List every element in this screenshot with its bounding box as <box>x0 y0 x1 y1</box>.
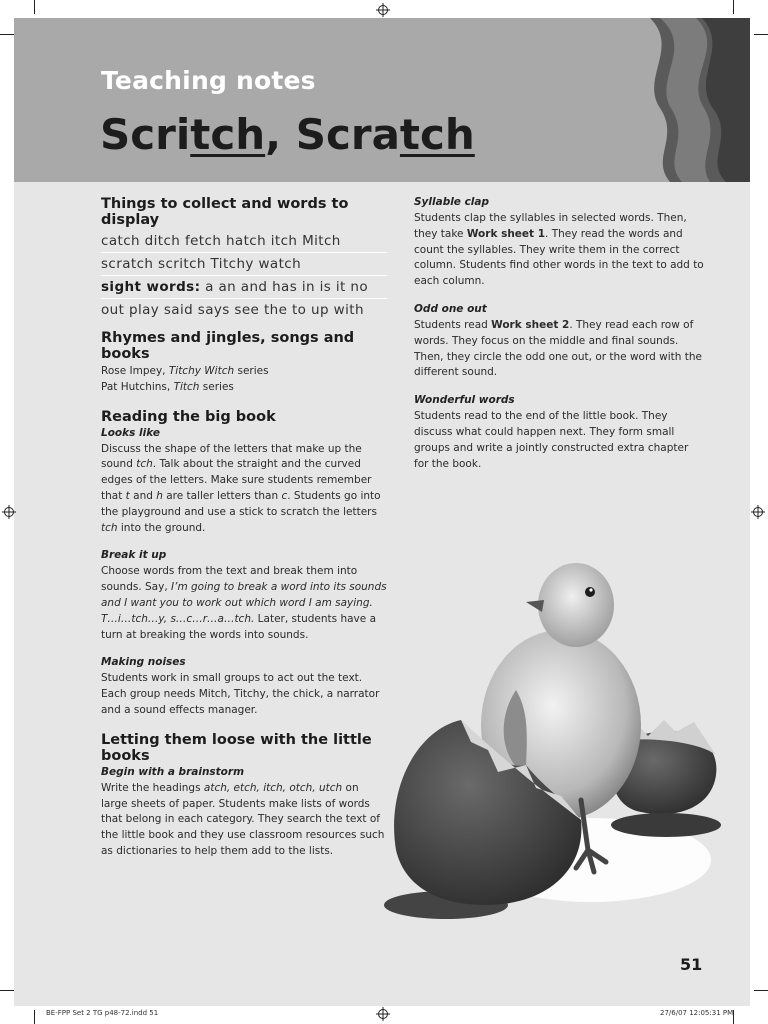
syllable-clap-text: Students clap the syllables in selected words. Then, they take Work sheet 1. They read the words and count the syllables. They write them in the correct column. Students find other words in the text to add to each column. <box>414 212 704 288</box>
crop-mark <box>733 1010 734 1024</box>
book-reference: Rose Impey, Titchy Witch series <box>101 365 269 377</box>
registration-mark-icon <box>751 505 765 519</box>
break-it-up-text: Choose words from the text and break them into sounds. Say, I’m going to break a word into its sounds and I want you to work out which word I am saying. T…i…tch…y, s…c…r…a…tch. Later, students have a turn at breaking the words into sounds. <box>101 565 387 641</box>
book-reference: Pat Hutchins, Titch series <box>101 380 234 393</box>
header-band <box>14 18 750 182</box>
chick-hatching-illustration <box>376 550 736 950</box>
header-label: Teaching notes <box>101 66 316 95</box>
display-words-line: catch ditch fetch hatch itch Mitch <box>101 230 387 253</box>
page-number: 51 <box>680 955 703 974</box>
display-words-line: scratch scritch Titchy watch <box>101 253 387 276</box>
odd-one-out-subheading: Odd one out <box>414 302 487 315</box>
page-title: Scritch, Scratch <box>100 110 475 159</box>
crop-mark <box>34 0 35 14</box>
registration-mark-icon <box>2 505 16 519</box>
print-slug-left: BE-FPP Set 2 TG p48-72.indd 51 <box>46 1009 159 1017</box>
break-it-up-subheading: Break it up <box>101 549 167 562</box>
looks-like-text: Discuss the shape of the letters that make up the sound tch. Talk about the straight and the curved edges of the letters. Make sure students remember that t and h are taller letters than c. Students go into the playground and use a stick to scratch the letters tch into the ground. <box>101 442 381 534</box>
odd-one-out-text: Students read Work sheet 2. They read each row of words. They focus on the middle and final sounds. Then, they circle the odd one out, or the word with the different sound. <box>414 318 702 379</box>
brainstorm-text: Write the headings atch, etch, itch, otch, utch on large sheets of paper. Students make lists of words that belong in each category. They search the text of the little book and they use classroom resources such as dictionaries to help them add to the lists. <box>101 781 385 857</box>
wave-decoration <box>640 18 750 182</box>
making-noises-subheading: Making noises <box>101 656 186 669</box>
crop-mark <box>754 34 768 35</box>
print-slug-right: 27/6/07 12:05:31 PM <box>660 1009 734 1017</box>
wonderful-words-subheading: Wonderful words <box>414 394 515 407</box>
left-column <box>101 196 387 860</box>
collect-heading: Things to collect and words to display <box>101 196 349 228</box>
crop-mark <box>733 0 734 14</box>
registration-mark-icon <box>376 3 390 17</box>
crop-mark <box>0 990 14 991</box>
right-column <box>414 196 704 472</box>
rhymes-heading: Rhymes and jingles, songs and books <box>101 330 355 362</box>
registration-mark-icon <box>376 1007 390 1021</box>
brainstorm-subheading: Begin with a brainstorm <box>101 765 245 778</box>
crop-mark <box>34 1010 35 1024</box>
sight-words-line: sight words: a an and has in is it no <box>101 276 387 299</box>
reading-heading: Reading the big book <box>101 408 276 425</box>
loose-heading: Letting them loose with the little books <box>101 731 372 764</box>
sight-words-line: out play said says see the to up with <box>101 302 364 318</box>
looks-like-subheading: Looks like <box>101 426 160 439</box>
crop-mark <box>754 990 768 991</box>
wonderful-words-text: Students read to the end of the little book. They discuss what could happen next. They form small groups and write a jointly constructed extra chapter for the book. <box>414 410 689 470</box>
crop-mark <box>0 34 14 35</box>
making-noises-text: Students work in small groups to act out the text. Each group needs Mitch, Titchy, the chick, a narrator and a sound effects manager. <box>101 672 380 716</box>
syllable-clap-subheading: Syllable clap <box>414 196 490 208</box>
